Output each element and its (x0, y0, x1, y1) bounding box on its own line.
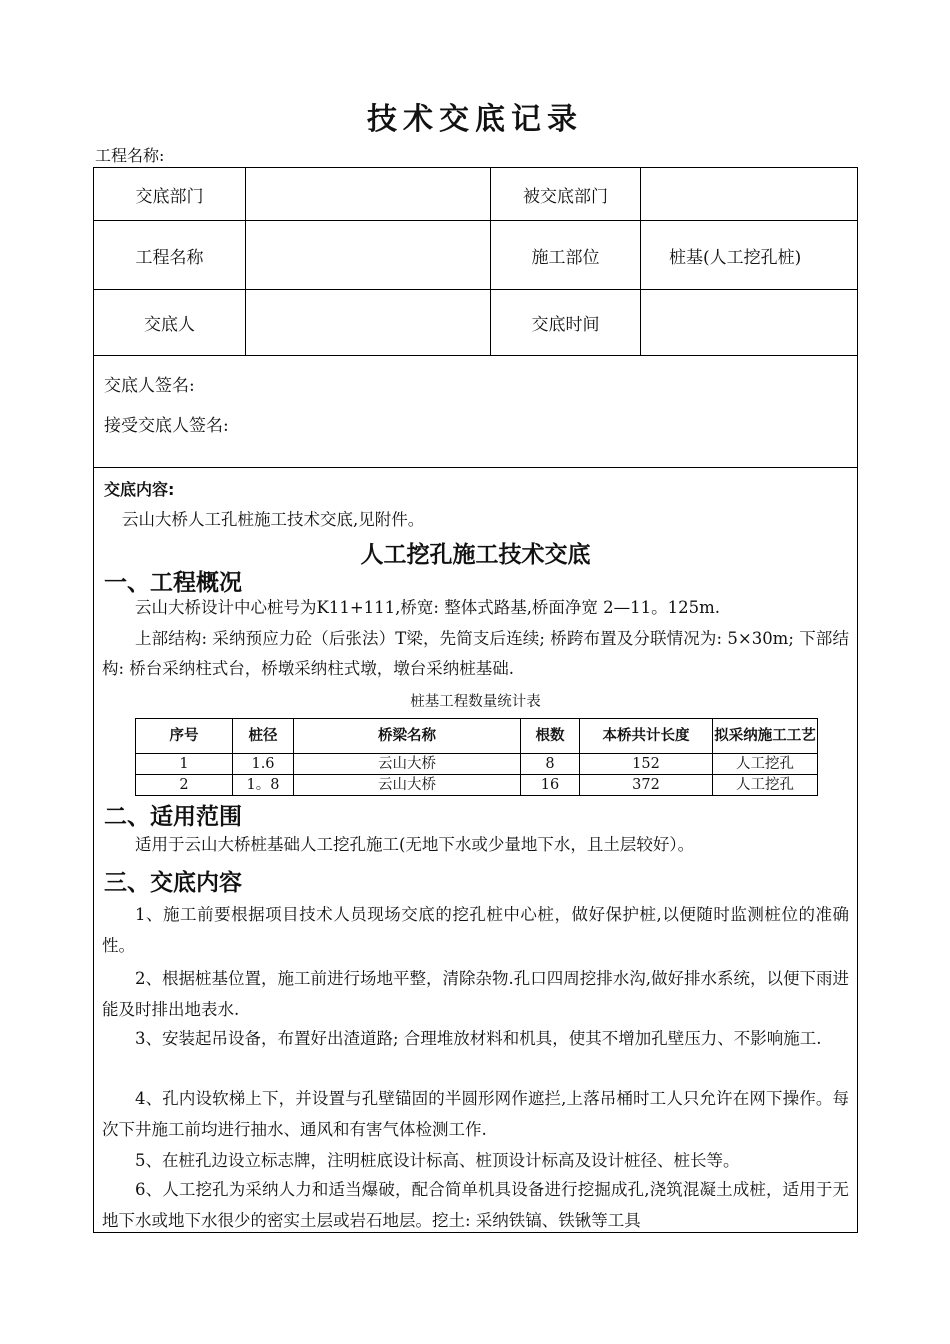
recv-dept-value (641, 168, 858, 220)
table-header: 桥梁名称 (294, 719, 521, 754)
record-form (93, 167, 858, 1233)
table-cell: 1。8 (233, 775, 294, 796)
person-value (246, 290, 490, 355)
content-label: 交底内容: (104, 480, 175, 499)
dept-label: 交底部门 (135, 186, 204, 207)
table-header: 拟采纳施工工艺 (713, 719, 818, 754)
divider (94, 467, 857, 468)
table-cell: 152 (580, 754, 713, 775)
proj-label: 工程名称 (135, 247, 204, 268)
table-cell: 2 (136, 775, 233, 796)
list-item: 6、人工挖孔为采纳人力和适当爆破，配合简单机具设备进行挖掘成孔,浇筑混凝土成桩，适用于无地下水或地下水很少的密实土层或岩石地层。挖土: 采纳铁镐、铁锹等工具 (102, 1180, 849, 1230)
table-cell: 8 (521, 754, 580, 775)
table-header: 本桥共计长度 (580, 719, 713, 754)
table-header: 桩径 (233, 719, 294, 754)
table-cell: 372 (580, 775, 713, 796)
table-row (136, 754, 818, 775)
section-1-paragraph: 上部结构: 采纳预应力砼（后张法）T梁，先简支后连续; 桥跨布置及分联情况为: 5×30m; 下部结构: 桥台采纳柱式台，桥墩采纳柱式墩，墩台采纳桩基础. (102, 629, 849, 678)
list-item: 5、在桩孔边设立标志牌，注明桩底设计标高、桩顶设计标高及设计桩径、桩长等。 (135, 1151, 740, 1170)
table-header: 根数 (521, 719, 580, 754)
table-title: 桩基工程数量统计表 (410, 694, 541, 710)
section-2-heading: 二、适用范围 (104, 804, 242, 830)
dept-value (246, 168, 490, 220)
pile-quantity-table (135, 718, 818, 796)
project-name-label: 工程名称: (95, 146, 165, 165)
table-header: 序号 (136, 719, 233, 754)
divider (94, 355, 857, 356)
table-row (136, 775, 818, 796)
list-item: 2、根据桩基位置，施工前进行场地平整，清除杂物.孔口四周挖排水沟,做好排水系统，以便下雨进能及时排出地表水. (102, 969, 849, 1019)
table-cell: 云山大桥 (294, 754, 521, 775)
section-3-heading: 三、交底内容 (104, 870, 242, 896)
table-cell: 16 (521, 775, 580, 796)
table-header-row (136, 719, 818, 754)
content-intro: 云山大桥人工孔桩施工技术交底,见附件。 (122, 510, 425, 529)
part-label: 施工部位 (531, 247, 600, 268)
section-1-heading: 一、工程概况 (104, 570, 242, 596)
person-label: 交底人 (144, 315, 195, 335)
proj-value (246, 221, 490, 289)
table-cell: 1 (136, 754, 233, 775)
table-cell: 1.6 (233, 754, 294, 775)
document-title: 技术交底记录 (367, 102, 583, 137)
section-subtitle: 人工挖孔施工技术交底 (360, 541, 591, 568)
table-cell: 人工挖孔 (713, 754, 818, 775)
table-cell: 人工挖孔 (713, 775, 818, 796)
time-label: 交底时间 (531, 315, 600, 335)
part-value: 桩基(人工挖孔桩) (669, 247, 802, 268)
list-item: 4、孔内设软梯上下，并设置与孔壁锚固的半圆形网作遮拦,上落吊桶时工人只允许在网下操作。每次下井施工前均进行抽水、通风和有害气体检测工作. (102, 1089, 849, 1139)
time-value (641, 290, 858, 355)
list-item: 1、施工前要根据项目技术人员现场交底的挖孔桩中心桩，做好保护桩,以便随时监测桩位的准确性。 (102, 905, 849, 955)
person-signature-label: 交底人签名: (104, 376, 195, 396)
table-cell: 云山大桥 (294, 775, 521, 796)
section-1-paragraph: 云山大桥设计中心桩号为K11+111,桥宽: 整体式路基,桥面净宽 2—11。125m. (135, 598, 721, 617)
section-2-paragraph: 适用于云山大桥桩基础人工挖孔施工(无地下水或少量地下水，且土层较好）。 (135, 835, 695, 854)
receiver-signature-label: 接受交底人签名: (104, 416, 229, 436)
recv-dept-label: 被交底部门 (523, 186, 608, 207)
list-item: 3、安装起吊设备，布置好出渣道路; 合理堆放材料和机具，使其不增加孔壁压力、不影响施工. (135, 1029, 822, 1048)
